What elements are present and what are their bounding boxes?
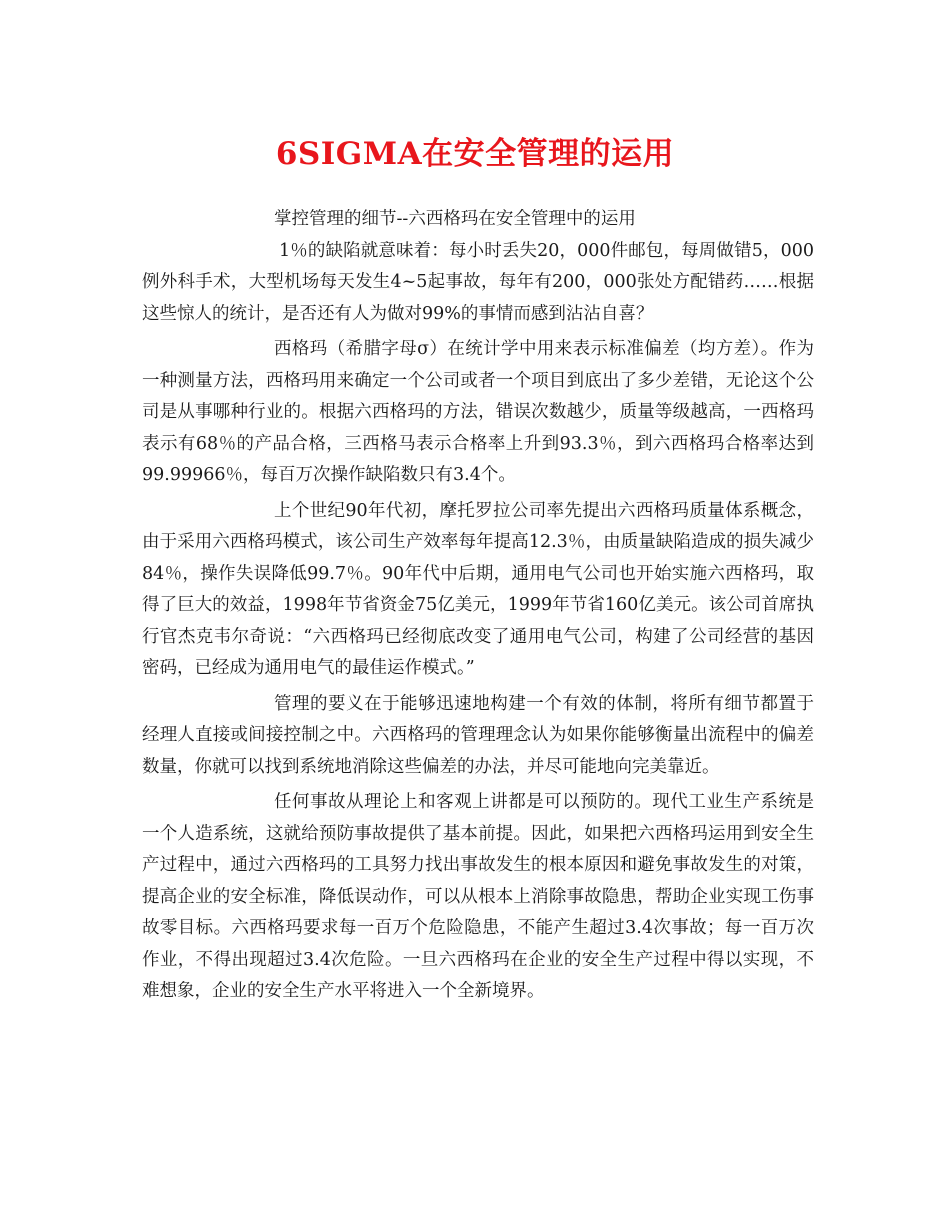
document-body bbox=[142, 204, 814, 1008]
paragraph-motorola-ge: 上个世纪90年代初，摩托罗拉公司率先提出六西格玛质量体系概念，由于采用六西格玛模式，该公司生产效率每年提高12.3％，由质量缺陷造成的损失减少84％，操作失误降低99.7％。90年代中后期，通用电气公司也开始实施六西格玛，取得了巨大的效益，1998年节省资金75亿美元，1999年节省160亿美元。该公司首席执行官杰克韦尔奇说：“六西格玛已经彻底改变了通用电气公司，构建了公司经营的基因密码，已经成为通用电气的最佳运作模式。” bbox=[142, 500, 814, 678]
paragraph-accident-prevention: 任何事故从理论上和客观上讲都是可以预防的。现代工业生产系统是一个人造系统，这就给预防事故提供了基本前提。因此，如果把六西格玛运用到安全生产过程中，通过六西格玛的工具努力找出事故发生的根本原因和避免事故发生的对策，提高企业的安全标准，降低误动作，可以从根本上消除事故隐患，帮助企业实现工伤事故零目标。六西格玛要求每一百万个危险隐患，不能产生超过3.4次事故；每一百万次作业，不得出现超过3.4次危险。一旦六西格玛在企业的安全生产过程中得以实现，不难想象，企业的安全生产水平将进入一个全新境界。 bbox=[142, 792, 814, 1001]
subtitle-paragraph: 掌控管理的细节--六西格玛在安全管理中的运用 bbox=[274, 209, 636, 229]
paragraph-defect-statistics: 1％的缺陷就意味着：每小时丢失20，000件邮包，每周做错5，000例外科手术，大型机场每天发生4~5起事故，每年有200，000张处方配错药……根据这些惊人的统计，是否还有人为做对99%的事情而感到沾沾自喜？ bbox=[142, 240, 814, 324]
paragraph-management-essence: 管理的要义在于能够迅速地构建一个有效的体制，将所有细节都置于经理人直接或间接控制之中。六西格玛的管理理念认为如果你能够衡量出流程中的偏差数量，你就可以找到系统地消除这些偏差的办法，并尽可能地向完美靠近。 bbox=[142, 693, 814, 777]
paragraph-sigma-definition: 西格玛（希腊字母σ）在统计学中用来表示标准偏差（均方差）。作为一种测量方法，西格玛用来确定一个公司或者一个项目到底出了多少差错，无论这个公司是从事哪种行业的。根据六西格玛的方法，错误次数越少，质量等级越高，一西格玛表示有68％的产品合格，三西格马表示合格率上升到93.3％，到六西格玛合格率达到99.99966％，每百万次操作缺陷数只有3.4个。 bbox=[142, 339, 814, 485]
document-title: 6SIGMA在安全管理的运用 bbox=[275, 136, 675, 172]
